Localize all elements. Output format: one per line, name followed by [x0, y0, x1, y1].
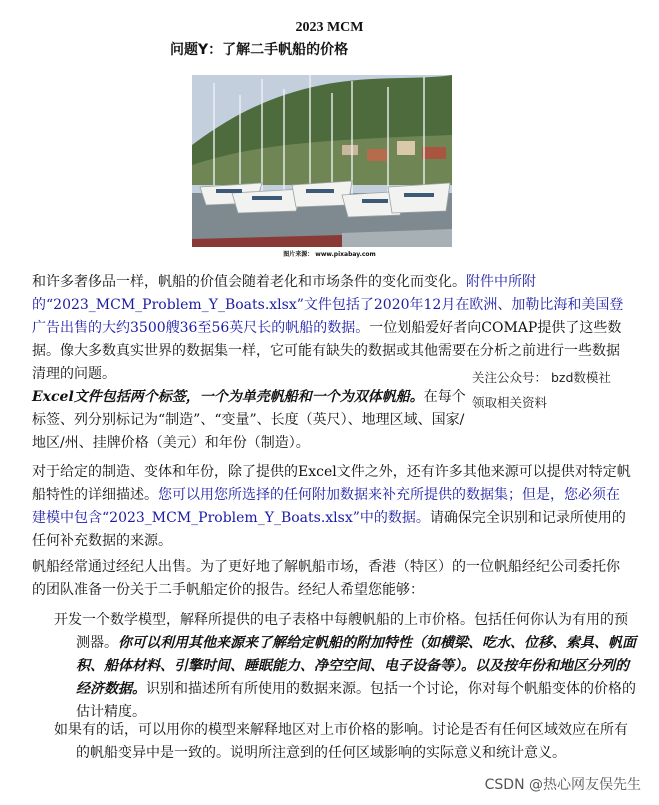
task-1-bold-text: 你可以利用其他来源来了解给定帆船的附加特性（如横梁、吃水、位移、索具、帆面积、船体材料、引擎时间、睡眠能力、净空空间、电子设备等）。以及按年份和地区分列的经济数据。: [76, 635, 636, 697]
document-title-line2: 问题Y：了解二手帆船的价格: [170, 42, 349, 58]
excel-bold-text: Excel文件包括两个标签，一个为单壳帆船和一个为双体帆船。: [32, 389, 424, 405]
sailboats-photo: [192, 75, 452, 247]
data-sources-text-continued: 请确保完全识别和记录所使用的任何补充数据的来源。: [32, 510, 626, 549]
task-2-text: 如果有的话，可以用你的模型来解释地区对上市价格的影响。讨论是否有任何区域效应在所有的帆船变异中是一致的。说明所注意到的任何区域影响的实际意义和统计意义。: [54, 722, 628, 761]
watermark-line1: 关注公众号： bzd数模社: [472, 370, 611, 385]
data-sources-text: 对于给定的制造、变体和年份，除了提供的Excel文件之外，还有许多其他来源可以提供对特定帆船特性的详细描述。: [32, 464, 631, 503]
intro-text-continued: 一位划船爱好者向COMAP提供了这些数据。像大多数真实世界的数据集一样，它可能有缺失的数据或其他需要在分析之前进行一些数据清理的问题。: [32, 320, 622, 382]
task-item-1: [54, 609, 636, 724]
excel-paragraph: [32, 386, 472, 455]
task-1-text: 开发一个数学模型，解释所提供的电子表格中每艘帆船的上市价格。包括任何你认为有用的预测器。: [54, 612, 628, 651]
task-item-2: [54, 719, 636, 765]
task-1-text-continued: 识别和描述所有所使用的数据来源。包括一个讨论，你对每个帆船变体的价格的估计精度。: [76, 681, 636, 720]
marina-illustration: [192, 75, 452, 247]
excel-text: 在每个标签、列分别标记为“制造”、“变量”、长度（英尺）、地理区域、国家/地区/州、挂牌价格（美元）和年份（制造）。: [32, 389, 466, 451]
csdn-watermark: CSDN @热心网友俣先生: [484, 777, 641, 793]
data-sources-paragraph: [32, 461, 632, 553]
data-sources-blue-text: 您可以用您所选择的任何附加数据来补充所提供的数据集；但是，您必须在建模中包含“2023_MCM_Problem_Y_Boats.xlsx”中的数据。: [32, 487, 620, 526]
watermark-line2: 领取相关资料: [472, 395, 548, 410]
intro-attachment-text: 附件中所附的“2023_MCM_Problem_Y_Boats.xlsx”文件包括了2020年12月在欧洲、加勒比海和美国登广告出售的大约3500艘36至56英尺长的帆船的数据。: [32, 274, 624, 336]
image-credit: 图片来源： www.pixabay.com: [283, 251, 376, 258]
broker-paragraph: [32, 556, 632, 602]
intro-text: 和许多奢侈品一样，帆船的价值会随着老化和市场条件的变化而变化。: [32, 274, 466, 290]
document-title-line1: 2023 MCM: [295, 20, 364, 35]
broker-text: 帆船经常通过经纪人出售。为了更好地了解帆船市场，香港（特区）的一位帆船经纪公司委托你的团队准备一份关于二手帆船定价的报告。经纪人希望您能够：: [32, 559, 620, 598]
